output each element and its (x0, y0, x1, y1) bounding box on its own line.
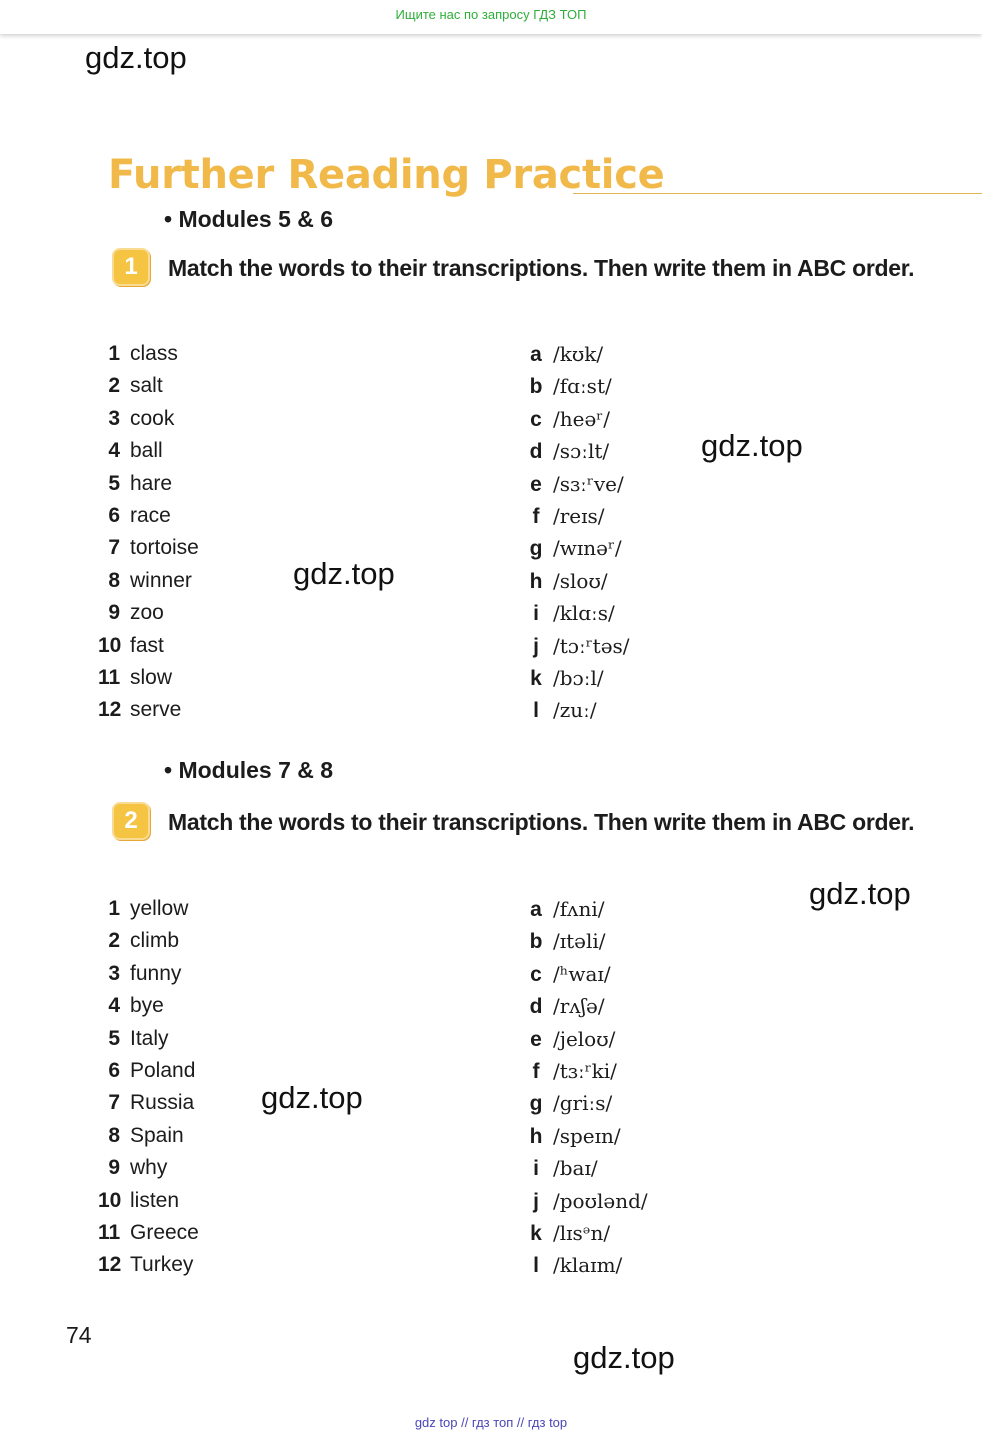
word-number: 11 (98, 1221, 121, 1244)
word-number: 5 (108, 1026, 120, 1050)
transcription-row (529, 1153, 598, 1183)
transcription-text: /klaɪm/ (553, 1253, 623, 1278)
transcription-row (529, 469, 624, 499)
word-row (98, 598, 164, 628)
word-text: fast (130, 633, 164, 657)
word-row (98, 404, 174, 434)
word-row (98, 469, 172, 499)
word-row (98, 1024, 169, 1054)
word-text: Italy (130, 1026, 169, 1050)
transcription-row (529, 1121, 621, 1151)
textbook-page (0, 34, 982, 1406)
transcription-row (529, 1088, 612, 1118)
word-row (98, 926, 179, 956)
transcription-letter: i (533, 1157, 539, 1181)
transcription-text: /tɔːʳtəs/ (553, 633, 630, 658)
transcription-row (529, 339, 603, 369)
transcription-row (529, 663, 604, 693)
transcription-row (529, 1218, 610, 1248)
word-row (98, 1186, 179, 1216)
page-number: 74 (66, 1322, 92, 1348)
word-row (98, 631, 164, 661)
word-row (98, 1218, 199, 1248)
transcription-text: /fʌni/ (553, 897, 605, 921)
word-text: salt (130, 374, 163, 398)
watermark: gdz.top (809, 876, 911, 911)
word-number: 12 (98, 698, 122, 722)
word-row (98, 991, 164, 1021)
page-title: Further Reading Practice (108, 152, 665, 198)
word-text: serve (130, 698, 182, 722)
transcription-row (529, 1250, 622, 1280)
transcription-letter: f (532, 1060, 540, 1083)
transcription-row (529, 501, 605, 531)
word-row (98, 959, 181, 989)
watermark: gdz.top (701, 428, 803, 463)
word-text: ball (130, 439, 163, 463)
word-row (98, 1153, 167, 1183)
word-text: listen (130, 1188, 180, 1212)
word-row (98, 663, 172, 693)
transcription-letter: a (530, 898, 542, 921)
exercise-1-badge: 1 (112, 248, 150, 286)
transcription-letter: c (530, 407, 542, 431)
transcription-row (529, 894, 604, 924)
transcription-text: /lɪsᵊn/ (553, 1221, 611, 1245)
word-row (98, 533, 199, 563)
word-text: Greece (130, 1221, 199, 1244)
transcription-text: /zuː/ (553, 698, 597, 723)
word-row (98, 566, 192, 596)
word-text: class (130, 342, 178, 365)
transcription-text: /sloʊ/ (553, 568, 608, 593)
word-number: 8 (108, 568, 120, 592)
transcription-row (529, 631, 630, 661)
word-number: 12 (98, 1253, 122, 1277)
word-number: 9 (108, 1156, 120, 1180)
word-text: Spain (130, 1123, 184, 1147)
transcription-row (529, 959, 611, 989)
word-number: 3 (108, 406, 120, 430)
transcription-row (529, 436, 609, 466)
transcription-text: /fɑːst/ (553, 374, 612, 399)
word-text: hare (130, 471, 173, 495)
transcription-letter: l (533, 1254, 539, 1278)
word-text: bye (130, 994, 164, 1018)
transcription-row (529, 404, 610, 434)
site-footer: gdz top // гдз топ // гдз top (414, 1415, 568, 1430)
exercise-2-badge: 2 (112, 802, 150, 840)
transcription-text: /klɑːs/ (553, 601, 615, 626)
transcription-row (529, 371, 612, 401)
transcription-row (529, 695, 597, 725)
title-underline (573, 193, 982, 194)
watermark: gdz.top (85, 40, 187, 75)
transcription-row (529, 926, 606, 956)
transcription-letter: b (529, 930, 543, 954)
transcription-letter: h (529, 569, 543, 593)
exercise-1-instruction: Match the words to their transcriptions. Then write them in ABC order. (168, 255, 915, 281)
transcription-row (529, 991, 605, 1021)
transcription-text: /speɪn/ (553, 1123, 621, 1148)
transcription-letter: l (533, 699, 539, 723)
watermark: gdz.top (573, 1340, 675, 1375)
transcription-letter: j (533, 1189, 539, 1213)
word-text: Poland (130, 1059, 196, 1082)
word-number: 10 (98, 1188, 122, 1212)
transcription-letter: d (529, 995, 543, 1019)
word-number: 1 (108, 342, 120, 365)
transcription-text: /wɪnəʳ/ (553, 536, 622, 561)
word-number: 4 (108, 994, 120, 1018)
word-text: why (130, 1156, 168, 1180)
section-2-heading: • Modules 7 & 8 (164, 757, 334, 783)
transcription-letter: b (529, 375, 543, 399)
transcription-text: /sɔːlt/ (553, 439, 610, 464)
word-row (98, 1121, 184, 1151)
word-text: slow (130, 666, 173, 689)
word-text: tortoise (130, 536, 199, 560)
word-number: 5 (108, 471, 120, 495)
transcription-letter: j (533, 634, 539, 658)
word-number: 3 (108, 961, 120, 985)
watermark: gdz.top (293, 556, 395, 591)
transcription-text: /poʊlənd/ (553, 1188, 648, 1213)
transcription-text: /jeloʊ/ (553, 1026, 616, 1051)
word-row (98, 1250, 193, 1280)
word-number: 4 (108, 439, 120, 463)
section-1-heading: • Modules 5 & 6 (164, 206, 334, 232)
transcription-text: /griːs/ (553, 1091, 613, 1116)
transcription-letter: g (529, 537, 543, 561)
transcription-letter: f (532, 505, 540, 528)
transcription-letter: h (529, 1124, 543, 1148)
word-row (98, 371, 163, 401)
transcription-text: /sɜːʳve/ (553, 471, 624, 496)
transcription-letter: c (530, 962, 542, 986)
transcription-text: /reɪs/ (553, 504, 605, 528)
word-text: yellow (130, 897, 189, 920)
word-row (98, 339, 178, 369)
word-row (98, 1056, 195, 1086)
transcription-text: /bɔːl/ (553, 666, 604, 690)
transcription-text: /ɪtəli/ (553, 929, 606, 954)
transcription-letter: i (533, 602, 539, 626)
word-row (98, 501, 171, 531)
transcription-row (529, 1024, 615, 1054)
transcription-row (529, 598, 615, 628)
transcription-text: /rʌʃə/ (553, 994, 605, 1019)
word-number: 9 (108, 601, 120, 625)
word-text: climb (130, 929, 180, 953)
transcription-letter: k (530, 667, 542, 690)
transcription-text: /ʰwaɪ/ (553, 961, 611, 986)
word-text: winner (130, 568, 192, 592)
transcription-text: /heəʳ/ (553, 406, 610, 431)
word-row (98, 436, 163, 466)
word-text: zoo (130, 601, 164, 625)
transcription-row (529, 1186, 648, 1216)
word-text: Russia (130, 1091, 195, 1115)
site-banner: Ищите нас по запросу ГДЗ ТОП (0, 0, 982, 34)
word-number: 11 (98, 666, 121, 689)
word-text: funny (130, 961, 182, 985)
transcription-row (529, 533, 622, 563)
transcription-letter: d (529, 440, 543, 464)
exercise-2-instruction: Match the words to their transcriptions. Then write them in ABC order. (168, 809, 915, 835)
transcription-letter: a (530, 343, 542, 366)
word-number: 6 (108, 1059, 120, 1082)
word-row (98, 894, 188, 924)
word-text: Turkey (130, 1253, 194, 1277)
word-number: 8 (108, 1123, 120, 1147)
word-row (98, 1088, 194, 1118)
transcription-text: /tɜːʳki/ (553, 1059, 617, 1083)
transcription-row (529, 566, 608, 596)
word-number: 2 (108, 929, 120, 953)
word-row (98, 695, 181, 725)
word-number: 2 (108, 374, 120, 398)
transcription-text: /baɪ/ (553, 1156, 598, 1181)
transcription-row (529, 1056, 617, 1086)
transcription-letter: e (530, 1027, 542, 1051)
word-number: 6 (108, 504, 120, 527)
transcription-letter: e (530, 472, 542, 496)
word-number: 7 (108, 1091, 120, 1115)
transcription-letter: k (530, 1222, 542, 1245)
transcription-text: /kʊk/ (553, 342, 604, 366)
transcription-letter: g (529, 1092, 543, 1116)
word-number: 7 (108, 536, 120, 560)
word-number: 10 (98, 633, 122, 657)
word-text: cook (130, 406, 175, 430)
word-number: 1 (108, 897, 120, 920)
watermark: gdz.top (261, 1080, 363, 1115)
word-text: race (130, 504, 171, 527)
